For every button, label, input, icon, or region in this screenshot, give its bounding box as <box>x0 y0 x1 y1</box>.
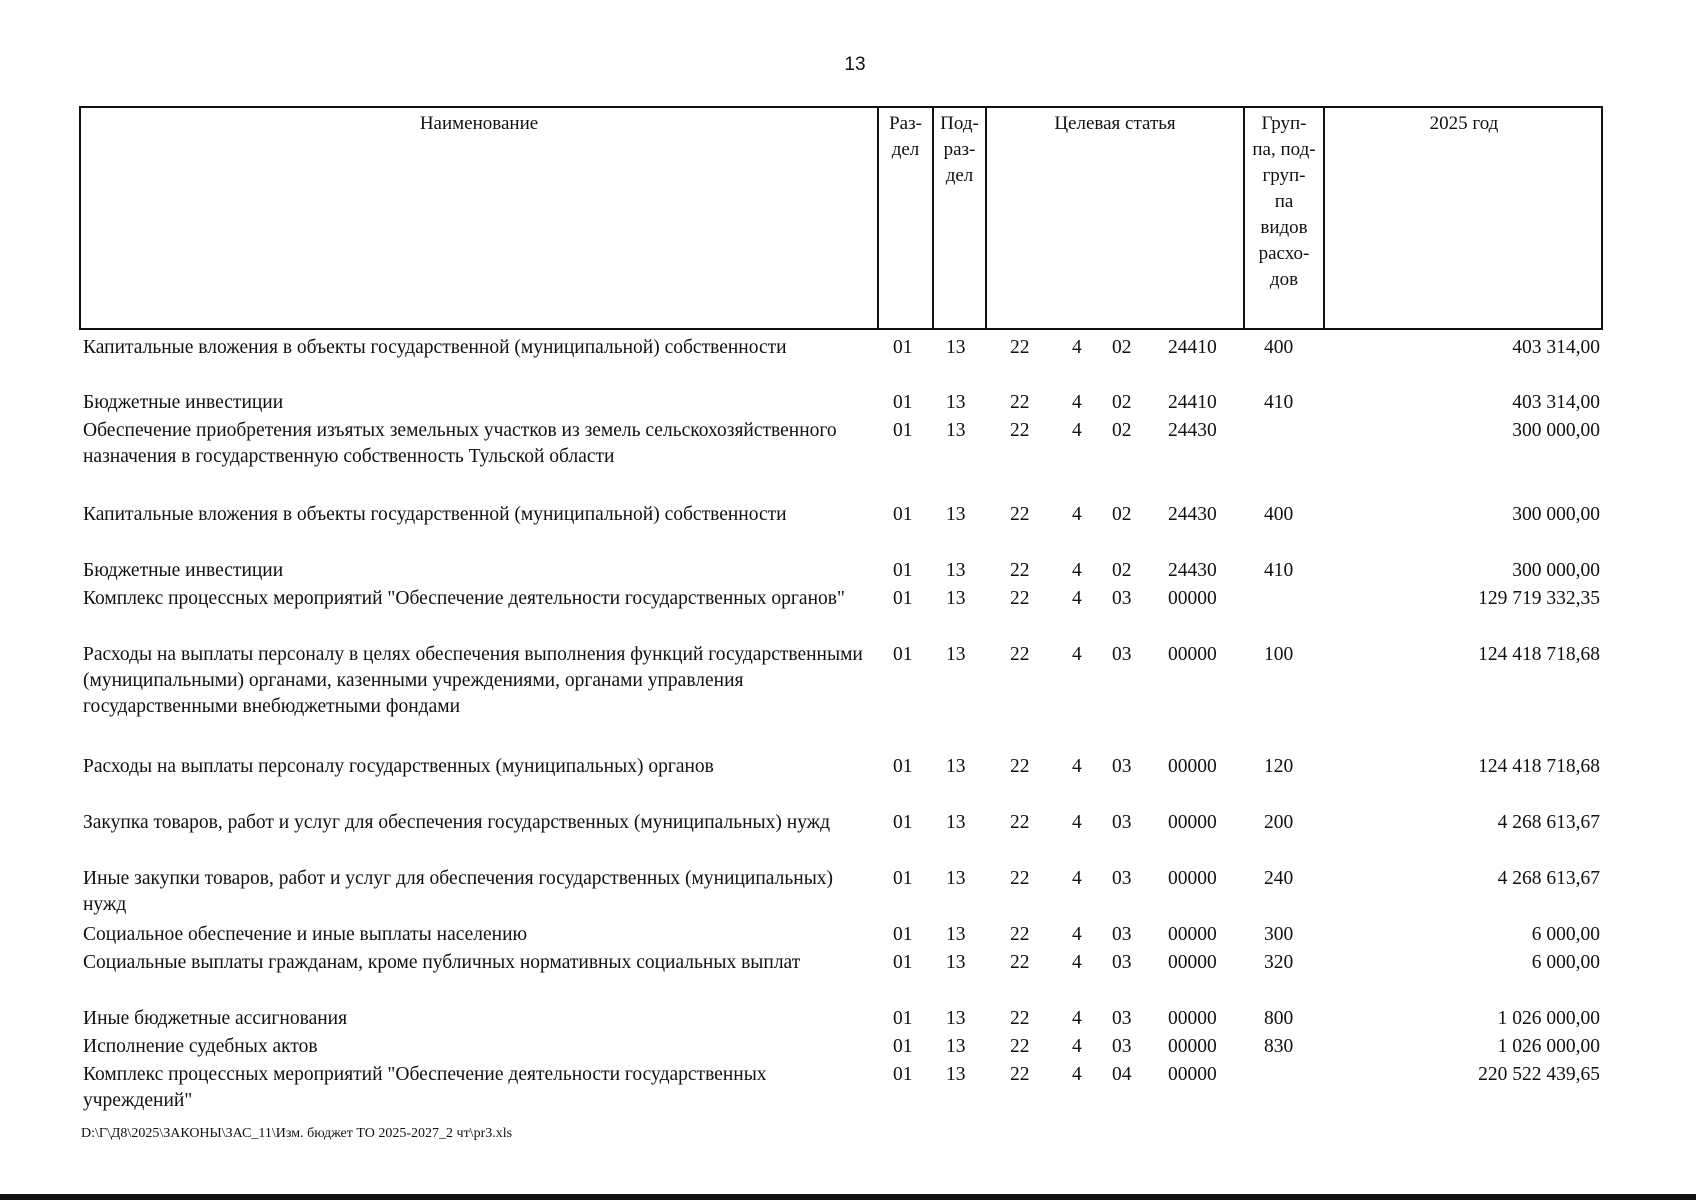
row-razdel: 01 <box>893 644 913 665</box>
row-type: 4 <box>1072 952 1082 973</box>
table-row <box>0 642 1696 722</box>
row-gruppa: 100 <box>1264 644 1294 665</box>
row-name: Иные бюджетные ассигнования <box>83 1008 348 1029</box>
row-razdel: 01 <box>893 756 913 777</box>
row-name: Исполнение судебных актов <box>83 1036 318 1057</box>
row-program: 22 <box>1010 868 1030 889</box>
row-razdel: 01 <box>893 504 913 525</box>
row-type: 4 <box>1072 1008 1082 1029</box>
row-podrazdel: 13 <box>946 952 966 973</box>
row-complex: 02 <box>1112 420 1132 441</box>
row-podrazdel: 13 <box>946 392 966 413</box>
header-gruppa: Груп- па, под- груп- па видов расхо- дов <box>1245 108 1325 328</box>
row-razdel: 01 <box>893 812 913 833</box>
row-program: 22 <box>1010 644 1030 665</box>
row-amount: 6 000,00 <box>1531 924 1600 945</box>
row-razdel: 01 <box>893 337 913 358</box>
row-podrazdel: 13 <box>946 588 966 609</box>
header-podrazdel: Под- раз- дел <box>934 108 987 328</box>
row-gruppa: 830 <box>1264 1036 1294 1057</box>
row-complex: 02 <box>1112 504 1132 525</box>
row-amount: 6 000,00 <box>1531 952 1600 973</box>
row-direction: 00000 <box>1168 812 1217 833</box>
row-type: 4 <box>1072 1064 1082 1085</box>
row-direction: 00000 <box>1168 1008 1217 1029</box>
row-podrazdel: 13 <box>946 924 966 945</box>
row-type: 4 <box>1072 392 1082 413</box>
row-gruppa: 300 <box>1264 924 1294 945</box>
row-direction: 24430 <box>1168 560 1217 581</box>
row-complex: 04 <box>1112 1064 1132 1085</box>
row-razdel: 01 <box>893 392 913 413</box>
row-podrazdel: 13 <box>946 1064 966 1085</box>
row-name: Социальные выплаты гражданам, кроме публичных нормативных социальных выплат <box>83 952 801 973</box>
row-gruppa: 320 <box>1264 952 1294 973</box>
row-razdel: 01 <box>893 420 913 441</box>
row-program: 22 <box>1010 337 1030 358</box>
row-amount: 124 418 718,68 <box>1478 756 1600 777</box>
header-year: 2025 год <box>1429 113 1499 134</box>
row-gruppa: 240 <box>1264 868 1294 889</box>
row-razdel: 01 <box>893 1008 913 1029</box>
row-name: Обеспечение приобретения изъятых земельных участков из земель сельскохозяйственного назначения в государственную собственность Тульской области <box>83 420 837 467</box>
row-program: 22 <box>1010 924 1030 945</box>
row-type: 4 <box>1072 588 1082 609</box>
row-amount: 1 026 000,00 <box>1497 1036 1600 1057</box>
row-type: 4 <box>1072 868 1082 889</box>
row-name: Иные закупки товаров, работ и услуг для обеспечения государственных (муниципальных) нужд <box>83 868 834 915</box>
row-complex: 03 <box>1112 868 1132 889</box>
row-amount: 403 314,00 <box>1512 392 1600 413</box>
row-amount: 1 026 000,00 <box>1497 1008 1600 1029</box>
row-complex: 03 <box>1112 924 1132 945</box>
row-razdel: 01 <box>893 952 913 973</box>
header-celevaya-statya: Целевая статья <box>987 108 1245 328</box>
row-name: Закупка товаров, работ и услуг для обеспечения государственных (муниципальных) нужд <box>83 812 831 833</box>
row-amount: 4 268 613,67 <box>1497 868 1600 889</box>
row-direction: 00000 <box>1168 1064 1217 1085</box>
row-type: 4 <box>1072 560 1082 581</box>
row-name: Капитальные вложения в объекты государственной (муниципальной) собственности <box>83 337 787 358</box>
row-complex: 03 <box>1112 812 1132 833</box>
row-name: Бюджетные инвестиции <box>83 392 284 413</box>
row-podrazdel: 13 <box>946 1036 966 1057</box>
row-amount: 300 000,00 <box>1512 420 1600 441</box>
row-type: 4 <box>1072 924 1082 945</box>
row-type: 4 <box>1072 504 1082 525</box>
row-complex: 02 <box>1112 337 1132 358</box>
row-razdel: 01 <box>893 924 913 945</box>
row-razdel: 01 <box>893 1036 913 1057</box>
row-amount: 300 000,00 <box>1512 560 1600 581</box>
row-program: 22 <box>1010 1008 1030 1029</box>
row-complex: 02 <box>1112 392 1132 413</box>
row-amount: 4 268 613,67 <box>1497 812 1600 833</box>
row-program: 22 <box>1010 952 1030 973</box>
row-complex: 03 <box>1112 644 1132 665</box>
row-podrazdel: 13 <box>946 337 966 358</box>
row-gruppa: 800 <box>1264 1008 1294 1029</box>
header-razdel: Раз- дел <box>879 108 934 328</box>
row-direction: 00000 <box>1168 952 1217 973</box>
row-name: Расходы на выплаты персоналу в целях обеспечения выполнения функций государственными (муниципальными) органами, казенными учреждениями, органами управления государственными внебюджетными фондами <box>83 644 863 717</box>
row-gruppa: 410 <box>1264 392 1294 413</box>
row-complex: 03 <box>1112 1008 1132 1029</box>
row-program: 22 <box>1010 812 1030 833</box>
row-razdel: 01 <box>893 588 913 609</box>
table-header <box>79 106 1603 330</box>
row-complex: 03 <box>1112 952 1132 973</box>
row-type: 4 <box>1072 644 1082 665</box>
row-program: 22 <box>1010 756 1030 777</box>
row-podrazdel: 13 <box>946 560 966 581</box>
row-amount: 220 522 439,65 <box>1478 1064 1600 1085</box>
row-podrazdel: 13 <box>946 868 966 889</box>
row-direction: 00000 <box>1168 924 1217 945</box>
row-type: 4 <box>1072 756 1082 777</box>
row-direction: 24410 <box>1168 337 1217 358</box>
row-name: Комплекс процессных мероприятий "Обеспечение деятельности государственных органов" <box>83 588 845 609</box>
row-type: 4 <box>1072 420 1082 441</box>
row-program: 22 <box>1010 560 1030 581</box>
row-direction: 24410 <box>1168 392 1217 413</box>
row-program: 22 <box>1010 1064 1030 1085</box>
row-complex: 03 <box>1112 588 1132 609</box>
row-program: 22 <box>1010 1036 1030 1057</box>
row-complex: 03 <box>1112 756 1132 777</box>
row-podrazdel: 13 <box>946 644 966 665</box>
row-program: 22 <box>1010 420 1030 441</box>
row-gruppa: 410 <box>1264 560 1294 581</box>
row-type: 4 <box>1072 812 1082 833</box>
row-program: 22 <box>1010 392 1030 413</box>
row-direction: 24430 <box>1168 504 1217 525</box>
header-name: Наименование <box>81 108 879 328</box>
row-complex: 03 <box>1112 1036 1132 1057</box>
row-gruppa: 120 <box>1264 756 1294 777</box>
row-gruppa: 400 <box>1264 337 1294 358</box>
row-razdel: 01 <box>893 1064 913 1085</box>
row-direction: 00000 <box>1168 756 1217 777</box>
row-podrazdel: 13 <box>946 420 966 441</box>
row-direction: 24430 <box>1168 420 1217 441</box>
row-amount: 300 000,00 <box>1512 504 1600 525</box>
row-amount: 124 418 718,68 <box>1478 644 1600 665</box>
row-program: 22 <box>1010 588 1030 609</box>
row-direction: 00000 <box>1168 1036 1217 1057</box>
row-type: 4 <box>1072 1036 1082 1057</box>
row-direction: 00000 <box>1168 644 1217 665</box>
file-path-footer: D:\Г\Д8\2025\ЗАКОНЫ\ЗАС_11\Изм. бюджет ТО 2025-2027_2 чт\pr3.xls <box>81 1126 513 1141</box>
table-row <box>0 418 1696 498</box>
row-program: 22 <box>1010 504 1030 525</box>
row-name: Расходы на выплаты персоналу государственных (муниципальных) органов <box>83 756 714 777</box>
row-amount: 403 314,00 <box>1512 337 1600 358</box>
row-type: 4 <box>1072 337 1082 358</box>
row-gruppa: 200 <box>1264 812 1294 833</box>
row-name: Бюджетные инвестиции <box>83 560 284 581</box>
row-razdel: 01 <box>893 868 913 889</box>
row-podrazdel: 13 <box>946 504 966 525</box>
row-direction: 00000 <box>1168 588 1217 609</box>
row-podrazdel: 13 <box>946 756 966 777</box>
row-amount: 129 719 332,35 <box>1478 588 1600 609</box>
bottom-border <box>0 1194 1696 1200</box>
row-name: Социальное обеспечение и иные выплаты населению <box>83 924 528 945</box>
row-gruppa: 400 <box>1264 504 1294 525</box>
row-podrazdel: 13 <box>946 812 966 833</box>
row-complex: 02 <box>1112 560 1132 581</box>
row-name: Капитальные вложения в объекты государственной (муниципальной) собственности <box>83 504 787 525</box>
row-podrazdel: 13 <box>946 1008 966 1029</box>
row-direction: 00000 <box>1168 868 1217 889</box>
row-razdel: 01 <box>893 560 913 581</box>
row-name: Комплекс процессных мероприятий "Обеспечение деятельности государственных учреждений" <box>83 1064 767 1111</box>
page-number: 13 <box>844 54 866 75</box>
